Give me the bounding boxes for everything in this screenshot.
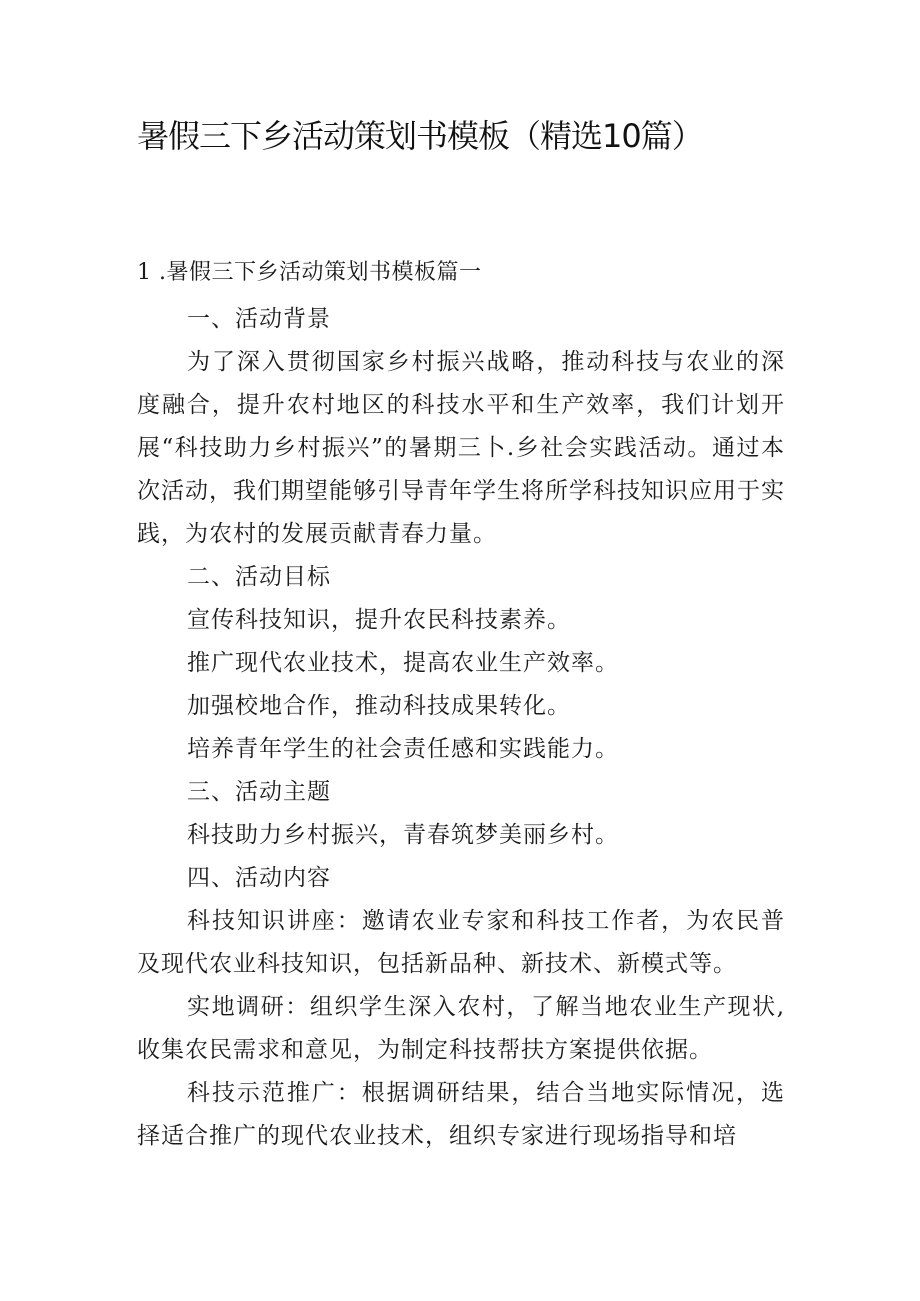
goal-item: 宣传科技知识，提升农民科技素养。	[187, 607, 571, 633]
goal-item: 加强校地合作，推动科技成果转化。	[187, 693, 571, 719]
heading-content: 四、活动内容	[187, 865, 331, 891]
theme-text: 科技助力乡村振兴，青春筑梦美丽乡村。	[187, 822, 619, 848]
background-paragraph: 为了深入贯彻国家乡村振兴战略，推动科技与农业的深度融合，提升农村地区的科技水平和生产效率，我们计划开展“科技助力乡村振兴”的暑期三卜.乡社会实践活动。通过本次活动，我们期望能够引导青年学生将所学科技知识应用于实践，为农村的发展贡献青春力量。	[137, 349, 785, 547]
heading-goals: 二、活动目标	[187, 564, 331, 590]
goal-item: 培养青年学生的社会责任感和实践能力。	[187, 736, 619, 762]
content-item: 实地调研：组织学生深入农村，了解当地农业生产现状,收集农民需求和意见，为制定科技帮扶方案提供依据。	[137, 994, 785, 1063]
section-heading: 1 .暑假三下乡活动策划书模板篇一	[137, 260, 482, 285]
heading-theme: 三、活动主题	[187, 779, 331, 805]
heading-background: 一、活动背景	[187, 306, 331, 332]
document-body	[137, 248, 785, 1158]
document-title: 暑假三下乡活动策划书模板（精选10篇）	[137, 117, 703, 155]
content-item: 科技示范推广：根据调研结果，结合当地实际情况，选择适合推广的现代农业技术，组织专家进行现场指导和培	[137, 1080, 785, 1149]
goal-item: 推广现代农业技术，提高农业生产效率。	[187, 650, 619, 676]
content-item: 科技知识讲座：邀请农业专家和科技工作者，为农民普及现代农业科技知识，包括新品种、新技术、新模式等。	[137, 908, 785, 977]
